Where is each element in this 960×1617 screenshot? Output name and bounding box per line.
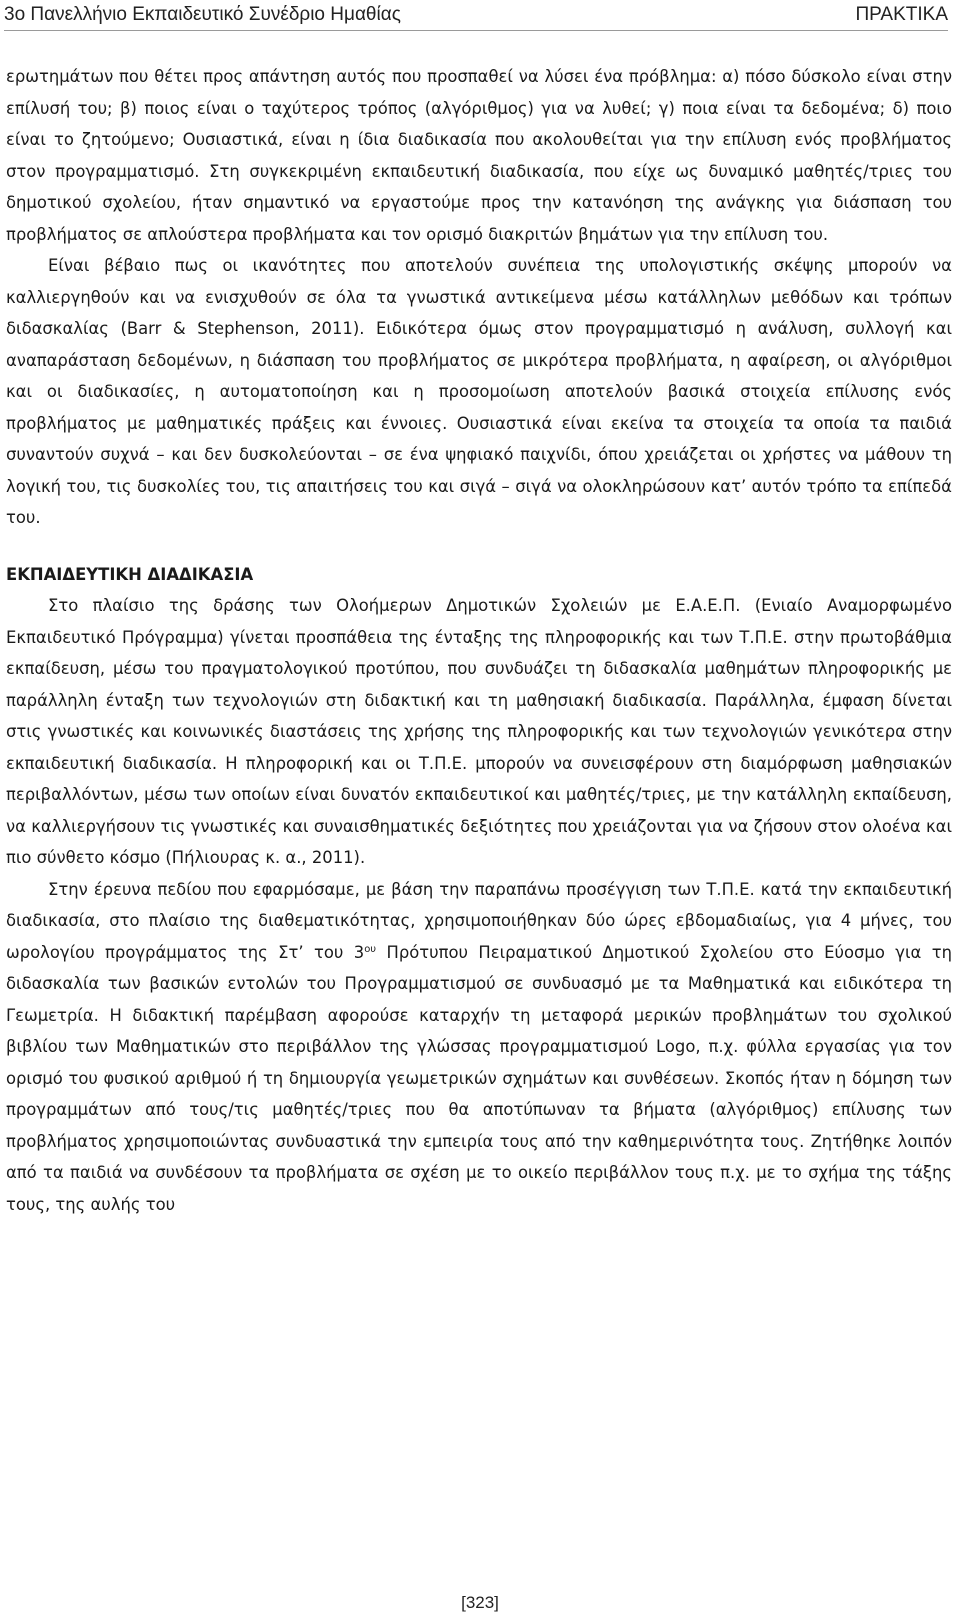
paragraph-field-research <box>6 874 952 1221</box>
paragraph-context: Στο πλαίσιο της δράσης των Ολοήμερων Δημοτικών Σχολειών με Ε.Α.Ε.Π. (Ενιαίο Αναμορφωμένο Εκπαιδευτικό Πρόγραμμα) γίνεται προσπάθεια της ένταξης της πληροφορικής και των Τ.Π.Ε. στην πρωτοβάθμια εκπαίδευση, μέσω του πραγματολογικού προτύπου, που συνδυάζει τη διδασκαλία μαθημάτων πληροφορικής με παράλληλη ένταξη των τεχνολογιών στη διδακτική και τη μαθησιακή διαδικασία. Παράλληλα, έμφαση δίνεται στις γνωστικές και κοινωνικές διαστάσεις της χρήσης της πληροφορικής και των τεχνολογιών γενικότερα στην εκπαιδευτική διαδικασία. Η πληροφορική και οι Τ.Π.Ε. μπορούν να συνεισφέρουν στη διαμόρφωση μαθησιακών περιβαλλόντων, μέσω των οποίων είναι δυνατόν εκπαιδευτικοί και μαθητές/τριες, με την κατάλληλη εκπαίδευση, να καλλιεργήσουν τις γνωστικές και συναισθηματικές δεξιότητες που χρειάζονται για να ζήσουν στον ολοένα και πιο σύνθετο κόσμο (Πήλιουρας κ. α., 2011). <box>6 596 952 867</box>
section-label: ΠΡΑΚΤΙΚΑ <box>855 4 948 25</box>
page-footer <box>0 1589 960 1617</box>
page-number: [323] <box>461 1593 499 1612</box>
page-body <box>6 61 952 1220</box>
paragraph-computational-thinking: Είναι βέβαιο πως οι ικανότητες που αποτελούν συνέπεια της υπολογιστικής σκέψης μπορούν να καλλιεργηθούν και να ενισχυθούν σε όλα τα γνωστικά αντικείμενα μέσω κατάλληλων μεθόδων και τρόπων διδασκαλίας (Barr & Stephenson, 2011). Ειδικότερα όμως στον προγραμματισμό η ανάλυση, συλλογή και αναπαράσταση δεδομένων, η διάσπαση του προβλήματος σε μικρότερα προβλήματα, η αφαίρεση, οι αλγόριθμοι και οι διαδικασίες, η αυτοματοποίηση και η προσομοίωση αποτελούν βασικά στοιχεία επίλυσης ενός προβλήματος με μαθηματικές πράξεις και έννοιες. Ουσιαστικά είναι εκείνα τα στοιχεία τα οποία τα παιδιά συναντούν συχνά – και δεν δυσκολεύονται – σε ένα ψηφιακό παιχνίδι, όπου χρειάζεται οι χρήστες να μάθουν τη λογική του, τις δυσκολίες του, τις απαιτήσεις του και σιγά – σιγά να ολοκληρώσουν κατ’ αυτόν τρόπο τα επίπεδά του. <box>6 256 952 527</box>
paragraph-continued: ερωτημάτων που θέτει προς απάντηση αυτός που προσπαθεί να λύσει ένα πρόβλημα: α) πόσο δύσκολο είναι στην επίλυσή του; β) ποιος είναι ο ταχύτερος τρόπος (αλγόριθμος) για να λυθεί; γ) ποια είναι τα δεδομένα; δ) ποιο είναι το ζητούμενο; Ουσιαστικά, είναι η ίδια διαδικασία που ακολουθείται για την επίλυση ενός προβλήματος στον προγραμματισμό. Στη συγκεκριμένη εκπαιδευτική διαδικασία, που είχε ως δυναμικό μαθητές/τριες του δημοτικού σχολείου, ήταν σημαντικό να εργαστούμε προς την κατανόηση της ανάγκης για διάσπαση του προβλήματος σε απλούστερα προβλήματα και τον ορισμό διακριτών βημάτων για την επίλυση του. <box>6 67 952 244</box>
paragraph-text-part: Πρότυπου Πειραματικού Δημοτικού Σχολείου στο Εύοσμο για τη διδασκαλία των βασικών εντολών του Προγραμματισμού σε συνδυασμό με τα Μαθηματικά και ειδικότερα τη Γεωμετρία. Η διδακτική παρέμβαση αφορούσε καταρχήν τη μεταφορά μερικών προβλημάτων του σχολικού βιβλίου των Μαθηματικών στο περιβάλλον της γλώσσας προγραμματισμού Logo, π.χ. φύλλα εργασίας για τον ορισμό του φυσικού αριθμού ή τη δημιουργία γεωμετρικών σχημάτων και συνθέσεων. Σκοπός ήταν η δόμηση των προγραμμάτων από τους/τις μαθητές/τριες που θα αποτύπωναν τα βήματα (αλγόριθμος) επίλυσης των προβλήματος χρησιμοποιώντας συνδυαστικά την εμπειρία τους από την καθημερινότητα τους. Ζητήθηκε λοιπόν από τα παιδιά να συνδέσουν τα προβλήματα σε σχέση με το οικείο περιβάλλον τους π.χ. με το σχήμα της τάξης τους, της αυλής του <box>6 942 952 1214</box>
running-header <box>4 0 948 31</box>
paragraph-text-part: Στην έρευνα πεδίου που εφαρμόσαμε, με βάση την παραπάνω προσέγγιση των Τ.Π.Ε. κατά την εκπαιδευτική διαδικασία, στο πλαίσιο της διαθεματικότητας, χρησιμοποιήθηκαν δύο ώρες εβδομαδιαίως, για 4 μήνες, του ωρολογίου προγράμματος της Στ’ του 3 <box>6 879 952 962</box>
section-heading: ΕΚΠΑΙΔΕΥΤΙΚΗ ΔΙΑΔΙΚΑΣΙΑ <box>6 564 254 584</box>
ordinal-superscript: ου <box>364 943 377 955</box>
conference-title: 3ο Πανελλήνιο Εκπαιδευτικό Συνέδριο Ημαθίας <box>4 4 401 25</box>
